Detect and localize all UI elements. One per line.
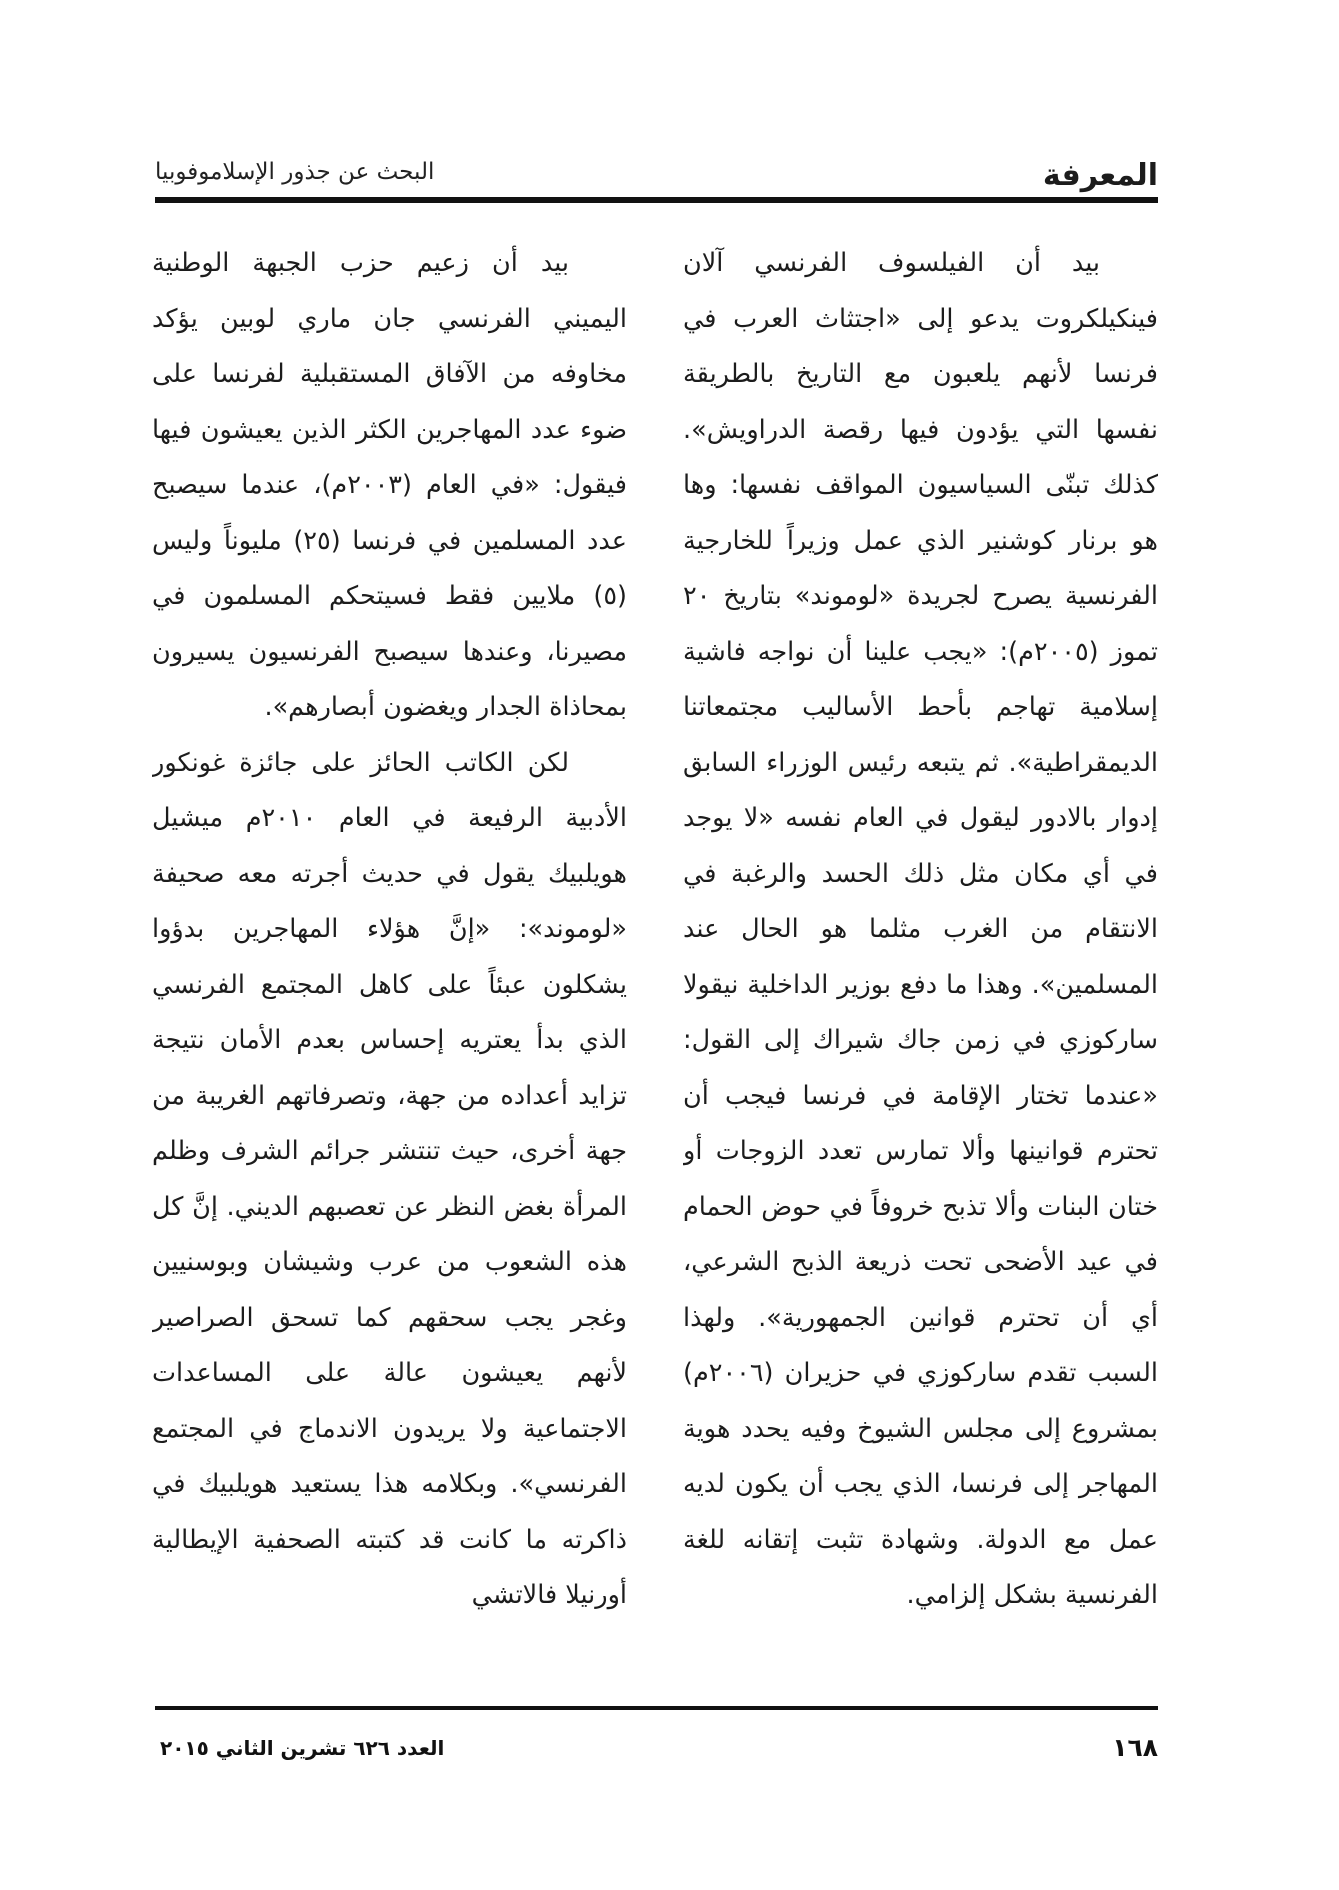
page-number: ١٦٨: [1112, 1733, 1158, 1762]
running-title: البحث عن جذور الإسلاموفوبيا: [155, 159, 435, 185]
paragraph: بيد أن زعيم حزب الجبهة الوطنية اليميني الفرنسي جان ماري لوبين يؤكد مخاوفه من الآفاق المستقبلية لفرنسا على ضوء عدد المهاجرين الكثر الذين يعيشون فيها فيقول: «في العام (٢٠٠٣م)، عندما سيصبح عدد المسلمين في فرنسا (٢٥) مليوناً وليس (٥) ملايين فقط فسيتحكم المسلمون في مصيرنا، وعندها سيصبح الفرنسيون يسيرون بمحاذاة الجدار ويغضون أبصارهم».: [152, 248, 627, 722]
footer-divider: [155, 1706, 1158, 1710]
paragraph: بيد أن الفيلسوف الفرنسي آلان فينكيلكروت يدعو إلى «اجتثاث العرب في فرنسا لأنهم يلعبون مع التاريخ بالطريقة نفسها التي يؤدون فيها رقصة الدراويش». كذلك تبنّى السياسيون المواقف نفسها: وها هو برنار كوشنير الذي عمل وزيراً للخارجية الفرنسية يصرح لجريدة «لوموند» بتاريخ ٢٠ تموز (٢٠٠٥م): «يجب علينا أن نواجه فاشية إسلامية تهاجم بأحط الأساليب مجتمعاتنا الديمقراطية». ثم يتبعه رئيس الوزراء السابق إدوار بالادور ليقول في العام نفسه «لا يوجد في أي مكان مثل ذلك الحسد والرغبة في الانتقام من الغرب مثلما هو الحال عند المسلمين». وهذا ما دفع بوزير الداخلية نيقولا ساركوزي في زمن جاك شيراك إلى القول: «عندما تختار الإقامة في فرنسا فيجب أن تحترم قوانينها وألا تمارس تعدد الزوجات أو ختان البنات وألا تذبح خروفاً في حوض الحمام في عيد الأضحى تحت ذريعة الذبح الشرعي، أي أن تحترم قوانين الجمهورية». ولهذا السبب تقدم ساركوزي في حزيران (٢٠٠٦م) بمشروع إلى مجلس الشيوخ وفيه يحدد هوية المهاجر إلى فرنسا، الذي يجب أن يكون لديه عمل مع الدولة. وشهادة تثبت إتقانه للغة الفرنسية بشكل إلزامي.: [683, 248, 1158, 1610]
issue-info: العدد ٦٢٦ تشرين الثاني ٢٠١٥: [160, 1736, 445, 1760]
page-header: [155, 150, 1158, 194]
text-column-left: [152, 236, 627, 1670]
text-column-right: [683, 236, 1158, 1670]
header-divider: [155, 197, 1158, 203]
magazine-logo: المعرفة: [1042, 158, 1158, 193]
paragraph: لكن الكاتب الحائز على جائزة غونكور الأدبية الرفيعة في العام ٢٠١٠م ميشيل هويلبيك يقول في حديث أجرته معه صحيفة «لوموند»: «إنَّ هؤلاء المهاجرين بدؤوا يشكلون عبئاً على كاهل المجتمع الفرنسي الذي بدأ يعتريه إحساس بعدم الأمان نتيجة تزايد أعداده من جهة، وتصرفاتهم الغريبة من جهة أخرى، حيث تنتشر جرائم الشرف وظلم المرأة بغض النظر عن تعصبهم الديني. إنَّ كل هذه الشعوب من عرب وشيشان وبوسنيين وغجر يجب سحقهم كما تسحق الصراصير لأنهم يعيشون عالة على المساعدات الاجتماعية ولا يريدون الاندماج في المجتمع الفرنسي». وبكلامه هذا يستعيد هويلبيك في ذاكرته ما كانت قد كتبته الصحفية الإيطالية أورنيلا فالاتشي: [152, 747, 627, 1610]
